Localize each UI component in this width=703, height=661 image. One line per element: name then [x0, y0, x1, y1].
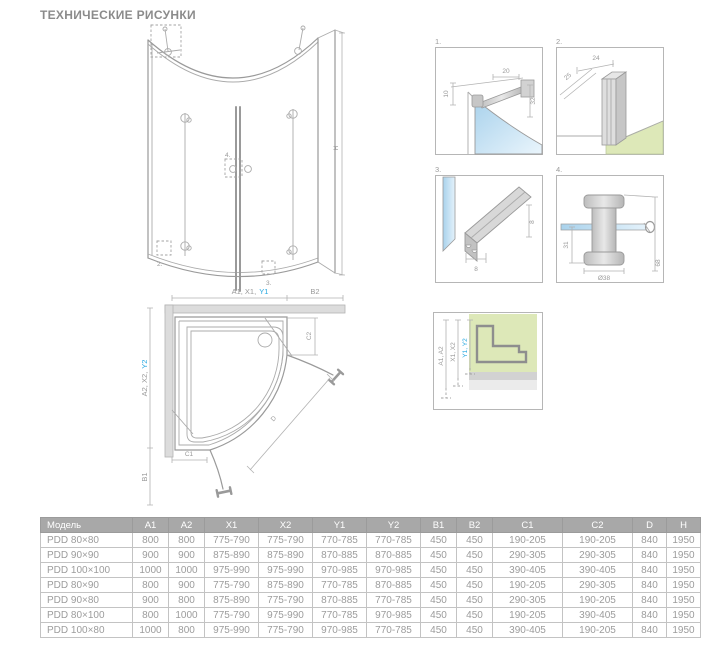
detail-view-2 [556, 37, 664, 160]
value-cell: 190-205 [493, 608, 563, 623]
tray-edge [469, 372, 537, 380]
value-cell: 1000 [169, 608, 205, 623]
model-cell: PDD 90×90 [41, 548, 133, 563]
value-cell: 970-985 [367, 608, 421, 623]
value-cell: 900 [133, 593, 169, 608]
section-dim-y: Y1, Y2 [462, 338, 469, 358]
plan-dim-c1: C1 [184, 451, 194, 458]
value-cell: 900 [169, 578, 205, 593]
value-cell: 800 [169, 533, 205, 548]
plan-glass-outline [175, 317, 287, 450]
value-cell: 450 [421, 578, 457, 593]
spec-table-head-row [41, 518, 701, 533]
detail-view-4 [556, 165, 664, 288]
value-cell: 190-205 [563, 533, 633, 548]
front-detail-callouts [151, 25, 275, 287]
value-cell: 970-985 [367, 563, 421, 578]
height-dim-label: H [333, 145, 340, 151]
value-cell: 840 [633, 578, 667, 593]
value-cell: 450 [457, 533, 493, 548]
value-cell: 840 [633, 623, 667, 638]
value-cell: 970-985 [313, 623, 367, 638]
value-cell: 190-205 [563, 593, 633, 608]
spec-table [40, 517, 701, 638]
table-row [41, 548, 701, 563]
value-cell: 870-885 [313, 548, 367, 563]
model-cell: PDD 80×100 [41, 608, 133, 623]
value-cell: 875-890 [259, 578, 313, 593]
value-cell: 390-405 [563, 563, 633, 578]
value-cell: 290-305 [493, 593, 563, 608]
value-cell: 450 [421, 533, 457, 548]
table-row [41, 593, 701, 608]
value-cell: 450 [457, 608, 493, 623]
detail-3-label: 3. [435, 165, 442, 174]
plan-view-drawing [135, 283, 390, 518]
value-cell: 970-985 [313, 563, 367, 578]
dim-31: 31 [563, 241, 570, 249]
value-cell: 800 [169, 593, 205, 608]
detail-view-1 [435, 37, 543, 160]
value-cell: 290-305 [563, 548, 633, 563]
plan-walls [165, 305, 345, 457]
dim-20: 20 [502, 68, 510, 75]
dim-8-bottom: 8 [474, 266, 478, 273]
plan-dim-top: A1, X1, Y1 [231, 287, 269, 296]
dim-25: 25 [563, 71, 574, 82]
column-header: Модель [41, 518, 133, 533]
model-cell: PDD 100×80 [41, 623, 133, 638]
value-cell: 840 [633, 548, 667, 563]
front-ref-3: 3. [266, 280, 272, 287]
value-cell: 900 [169, 548, 205, 563]
detail-view-3 [435, 165, 543, 288]
value-cell: 450 [457, 548, 493, 563]
value-cell: 450 [421, 593, 457, 608]
value-cell: 800 [133, 608, 169, 623]
detail-4-label: 4. [556, 165, 563, 174]
table-row [41, 563, 701, 578]
value-cell: 870-885 [367, 548, 421, 563]
value-cell: 800 [133, 533, 169, 548]
value-cell: 775-790 [259, 593, 313, 608]
value-cell: 870-885 [367, 578, 421, 593]
value-cell: 775-790 [205, 608, 259, 623]
value-cell: 840 [633, 533, 667, 548]
value-cell: 1950 [667, 608, 701, 623]
model-cell: PDD 80×90 [41, 578, 133, 593]
value-cell: 1000 [133, 563, 169, 578]
value-cell: 775-790 [259, 623, 313, 638]
spec-table-body [41, 533, 701, 638]
dim-8-right: 8 [529, 220, 536, 224]
column-header: A1 [133, 518, 169, 533]
dim-32: 32 [530, 97, 537, 105]
value-cell: 1000 [133, 623, 169, 638]
value-cell: 770-785 [367, 533, 421, 548]
value-cell: 390-405 [493, 623, 563, 638]
dim-68: 68 [655, 259, 662, 267]
value-cell: 870-885 [313, 593, 367, 608]
tray-base [469, 380, 537, 390]
table-row [41, 533, 701, 548]
value-cell: 975-990 [259, 608, 313, 623]
value-cell: 1950 [667, 623, 701, 638]
plan-dim-d: D [269, 414, 279, 424]
column-header: B2 [457, 518, 493, 533]
table-row [41, 608, 701, 623]
column-header: Y1 [313, 518, 367, 533]
front-ref-4: 4. [225, 152, 231, 159]
value-cell: 290-305 [493, 548, 563, 563]
plan-shower-tray [187, 327, 283, 442]
model-cell: PDD 100×100 [41, 563, 133, 578]
value-cell: 1950 [667, 533, 701, 548]
value-cell: 770-785 [367, 623, 421, 638]
value-cell: 450 [421, 563, 457, 578]
value-cell: 390-405 [493, 563, 563, 578]
value-cell: 840 [633, 608, 667, 623]
value-cell: 1950 [667, 548, 701, 563]
page-title: ТЕХНИЧЕСКИЕ РИСУНКИ [40, 8, 196, 22]
value-cell: 450 [457, 563, 493, 578]
dim-24: 24 [592, 55, 600, 62]
table-row [41, 623, 701, 638]
value-cell: 450 [457, 623, 493, 638]
value-cell: 450 [457, 578, 493, 593]
column-header: C2 [563, 518, 633, 533]
value-cell: 1950 [667, 563, 701, 578]
section-dim-a: A1, A2 [438, 346, 445, 366]
plan-dim-c2: C2 [306, 331, 313, 341]
column-header: C1 [493, 518, 563, 533]
value-cell: 450 [421, 608, 457, 623]
value-cell: 875-890 [205, 593, 259, 608]
column-header: X1 [205, 518, 259, 533]
wall-profile [602, 72, 626, 145]
value-cell: 800 [133, 578, 169, 593]
value-cell: 450 [421, 623, 457, 638]
detail-2-label: 2. [556, 37, 563, 46]
column-header: Y2 [367, 518, 421, 533]
value-cell: 775-790 [205, 533, 259, 548]
value-cell: 875-890 [259, 548, 313, 563]
wall-section [469, 314, 537, 372]
value-cell: 190-205 [563, 623, 633, 638]
dim-10: 10 [443, 90, 450, 98]
plan-dim-left: A2, X2,Y2 [140, 359, 149, 397]
plan-open-doors [172, 318, 345, 498]
drain-icon [258, 333, 272, 347]
value-cell: 1950 [667, 593, 701, 608]
value-cell: 975-990 [205, 623, 259, 638]
plan-dim-b1: B1 [140, 472, 149, 482]
front-top-brackets [157, 26, 305, 55]
value-cell: 770-785 [313, 578, 367, 593]
value-cell: 290-305 [563, 578, 633, 593]
value-cell: 875-890 [205, 548, 259, 563]
glass-panel [443, 177, 455, 251]
column-header: D [633, 518, 667, 533]
dim-d38: Ø38 [597, 275, 611, 282]
detail-1-label: 1. [435, 37, 442, 46]
section-diagram [433, 312, 543, 410]
column-header: B1 [421, 518, 457, 533]
value-cell: 800 [169, 623, 205, 638]
value-cell: 450 [457, 593, 493, 608]
front-glass-frame [148, 30, 335, 291]
value-cell: 975-990 [259, 563, 313, 578]
column-header: A2 [169, 518, 205, 533]
value-cell: 770-785 [367, 593, 421, 608]
value-cell: 770-785 [313, 533, 367, 548]
value-cell: 900 [133, 548, 169, 563]
value-cell: 775-790 [205, 578, 259, 593]
value-cell: 450 [421, 548, 457, 563]
model-cell: PDD 90×80 [41, 593, 133, 608]
value-cell: 770-785 [313, 608, 367, 623]
plan-dim-b2: B2 [310, 287, 320, 296]
value-cell: 840 [633, 593, 667, 608]
front-view-drawing [135, 25, 360, 310]
value-cell: 775-790 [259, 533, 313, 548]
value-cell: 390-405 [563, 608, 633, 623]
value-cell: 190-205 [493, 578, 563, 593]
section-dim-x: X1, X2 [450, 342, 457, 362]
table-row [41, 578, 701, 593]
front-ref-2: 2. [157, 261, 163, 268]
value-cell: 1950 [667, 578, 701, 593]
value-cell: 190-205 [493, 533, 563, 548]
value-cell: 840 [633, 563, 667, 578]
column-header: X2 [259, 518, 313, 533]
value-cell: 975-990 [205, 563, 259, 578]
value-cell: 1000 [169, 563, 205, 578]
model-cell: PDD 80×80 [41, 533, 133, 548]
column-header: H [667, 518, 701, 533]
